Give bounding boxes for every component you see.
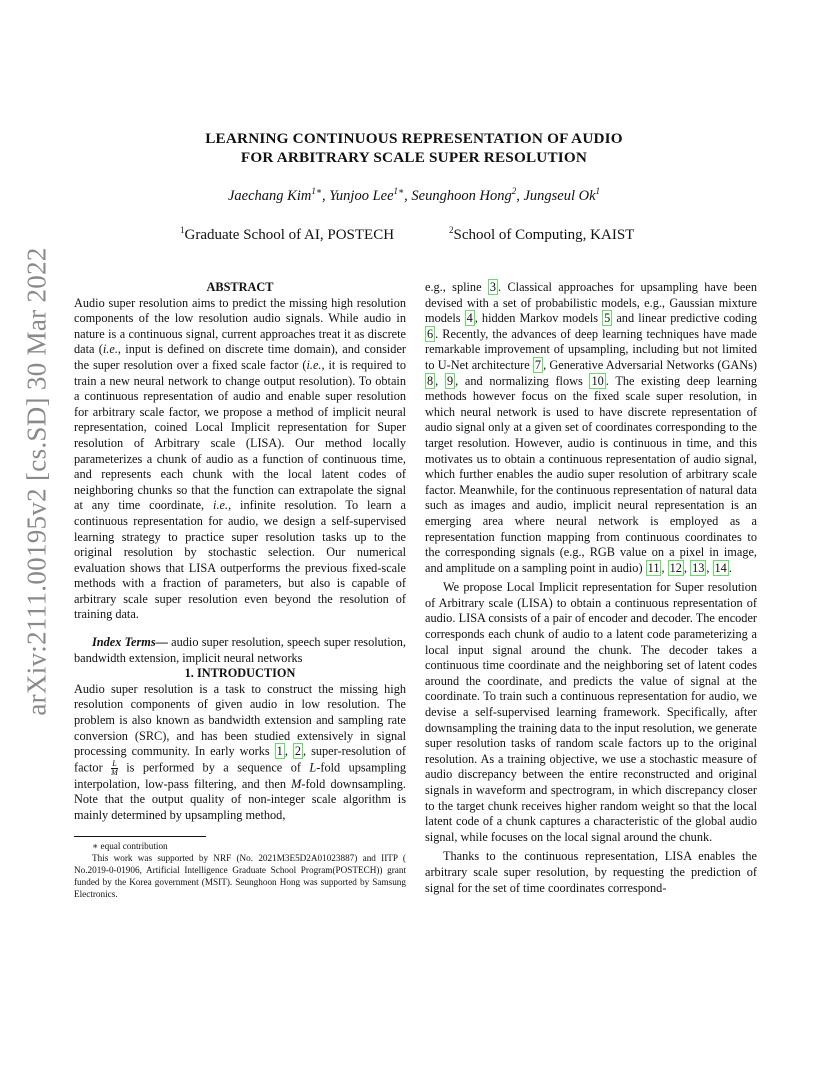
abstract-body: Audio super resolution aims to predict the missing high resolution components of the low resolution audio signals. While audio in nature is a continuous signal, current approaches treat it as discrete data (i.e., input is defined on discrete time domain), and consider the super resolution over a fixed scale factor (i.e., it is required to train a new neural network to change output resolution). To obtain a continuous representation of audio and enable super resolution for arbitrary scale factor, we propose a method of implicit neural representation, coined Local Implicit representation for Super resolution of Arbitrary scale (LISA). Our method locally parameterizes a chunk of audio as a function of continuous time, and represents each chunk with the local latent codes of neighboring chunks so that the function can extrapolate the signal at any time coordinate, i.e., infinite resolution. To learn a continuous representation for audio, we design a self-supervised learning strategy to practice super resolution tasks up to the original resolution by stochastic selection. Our numerical evaluation shows that LISA outperforms the previous fixed-scale methods with a fraction of parameters, but also is capable of arbitrary scale super resolution even beyond the resolution of training data. — [74, 295, 406, 622]
right-column — [425, 280, 757, 896]
affiliation-name: Graduate School of AI, POSTECH — [184, 227, 395, 243]
affiliation-mark: 2 — [449, 225, 454, 235]
footnote-funding: This work was supported by NRF (No. 2021M3E5D2A01023887) and IITP ( No.2019-0-01906, Artificial Intelligence Graduate School Program(POSTECH)) grant funded by the Korea government (MSIT). Seunghoon Hong was supported by Samsung Electronics. — [74, 852, 406, 899]
intro-paragraph-3: Thanks to the continuous representation, LISA enables the arbitrary scale super resolution, by requesting the prediction of signal for the set of time coordinates correspond- — [425, 849, 757, 895]
author-name: Jaechang Kim — [227, 187, 312, 204]
author-mark: 1 — [595, 186, 601, 196]
author-mark: 1∗ — [311, 186, 322, 196]
footnotes — [74, 840, 406, 900]
intro-paragraph-2: We propose Local Implicit representation for Super resolution of Arbitrary scale (LISA) to obtain a continuous representation of audio. LISA consists of a pair of encoder and decoder. The encoder corresponds each chunk of audio to a latent code parameterizing a local input signal around the chunk. The decoder takes a continuous time coordinate and the neighboring set of latent codes around the coordinate, and predicts the value of signal at the coordinate. To train such a continuous representation for audio, we devise a self-supervised learning framework. Specifically, after downsampling the training data to the input resolution, we generate super resolution tasks of random scale factors up to the original resolution. As a training objective, we use a stochastic measure of audio discrepancy between the entire reconstructed and original signals in waveform and spectrogram, in which discrepancy closer to the target chunk receives higher random weight so that the local latent code of a chunk captures a characteristic of the global audio signal, while focuses on the local signal around the chunk. — [425, 580, 757, 844]
arxiv-identifier — [21, 246, 52, 716]
author-name: Seunghoon Hong — [411, 187, 512, 204]
footnote-divider — [74, 836, 206, 837]
author-name: Jungseul Ok — [523, 187, 596, 204]
index-terms-text: audio super resolution, speech super resolution, bandwidth extension, implicit neural networks — [74, 635, 406, 665]
affiliation-kaist — [449, 225, 634, 244]
intro-paragraph-1-cont: e.g., spline 3 . Classical approaches for upsampling have been devised with a set of probabilistic models, e.g., Gaussian mixture models 4 , hidden Markov models 5 and linear predictive coding 6 . Recently, the advances of deep learning techniques have made remarkable improvement of upsampling, including but not limited to U-Net architecture 7 , Generative Adversarial Networks (GANs) 8 , 9 , and normalizing flows 10 . The existing deep learning methods however focus on the fixed scale super resolution, in which neural network is used to have discrete representation of audio signal only at a given set of coordinates corresponding to the target resolution. However, audio is continuous in time, and this motivates us to obtain a continuous representation of audio signal, which further enables the audio super resolution of arbitrary scale factor. Meanwhile, for the continuous representation of natural data such as images and audio, implicit neural representation is an emerging area where neural network is employed as a representation function mapping from continuous coordinates to the corresponding signals (e.g., RGB value on a pixel in image, and amplitude on a sampling point in audio) 11 , 12 , 13 , 14 . — [425, 280, 757, 575]
footnote-equal-contribution: ∗ equal contribution — [92, 840, 168, 851]
intro-paragraph-1: Audio super resolution is a task to construct the missing high resolution components of given audio in low resolution. The problem is also known as bandwidth extension and sampling rate conversion (SRC), and has been studied extensively in signal processing community. In early works 1 , 2 , super-resolution of factor $\frac{L}{M}$ is performed by a sequence of L-fold upsampling interpolation, low-pass filtering, and then M-fold downsampling. Note that the output quality of non-integer scale algorithm is mainly determined by upsampling method, — [74, 681, 406, 822]
affiliation-postech — [180, 225, 394, 244]
title-line-1: LEARNING CONTINUOUS REPRESENTATION OF AUDIO — [205, 130, 623, 147]
author-mark: 2 — [511, 186, 517, 196]
arxiv-identifier-text: arXiv:2111.00195v2 [cs.SD] 30 Mar 2022 — [21, 246, 52, 716]
author-list: Jaechang Kim$^{1∗}$, Yunjoo Lee$^{1∗}$, Seunghoon Hong$^2$, Jungseul Ok$^1$ — [227, 186, 601, 204]
title-line-2: FOR ARBITRARY SCALE SUPER RESOLUTION — [240, 149, 588, 166]
intro-heading: 1. INTRODUCTION — [184, 666, 296, 681]
scale-fraction: $\frac{L}{M}$ — [111, 758, 118, 777]
index-terms — [74, 635, 406, 666]
affiliation-name: School of Computing, KAIST — [453, 227, 635, 243]
left-column — [74, 280, 406, 900]
abstract-heading: ABSTRACT — [206, 280, 274, 294]
paper-title — [74, 129, 754, 167]
index-terms-label: Index Terms— — [92, 635, 168, 650]
affiliation-mark: 1 — [180, 225, 185, 235]
author-mark: 1∗ — [393, 186, 405, 196]
author-name: Yunjoo Lee — [329, 187, 394, 204]
